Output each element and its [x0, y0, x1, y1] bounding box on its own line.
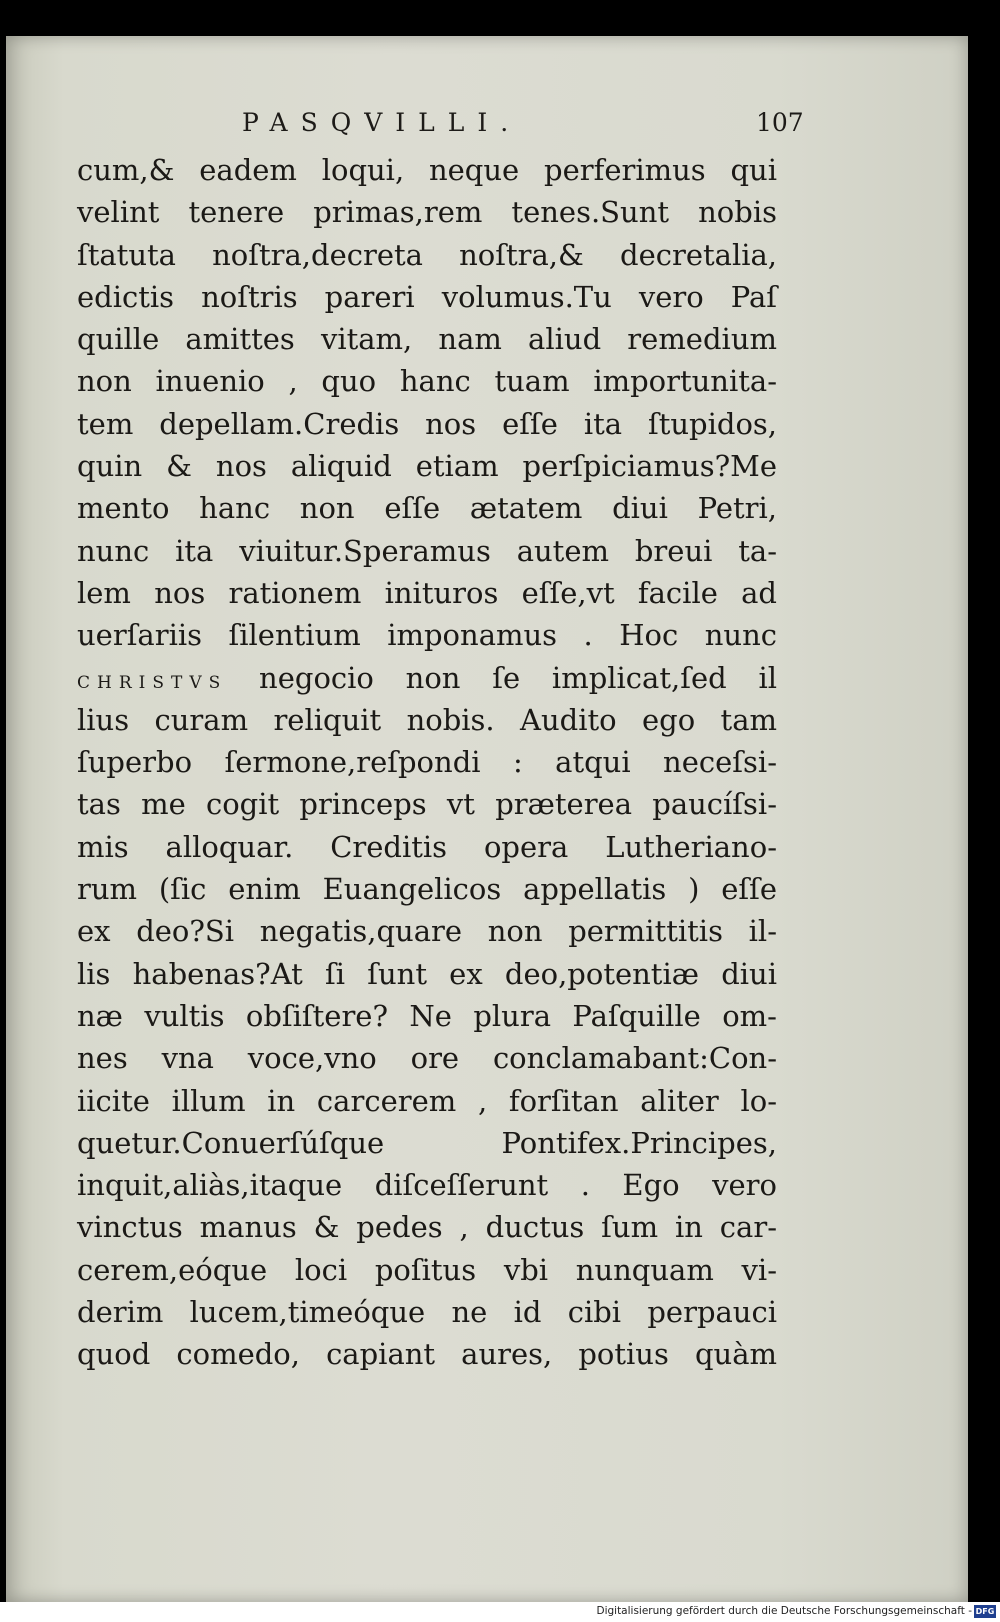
text-line: mento hanc non eſſe ætatem diui Petri,: [77, 491, 777, 526]
text-line: quetur.Conuerſúſque Pontifex.Principes,: [77, 1125, 777, 1160]
text-line: quille amittes vitam, nam aliud remedium: [77, 322, 777, 357]
text-line: ſtatuta noſtra,decreta noſtra,& decretalia,: [77, 237, 777, 272]
text-line: ſuperbo ſermone,reſpondi : atqui neceſsi-: [77, 745, 777, 780]
text-line: quin & nos aliquid etiam perſpiciamus?Me: [77, 449, 777, 484]
text-line: vinctus manus & pedes , ductus ſum in car-: [77, 1210, 777, 1245]
text-line: ex deo?Si negatis,quare non permittitis il-: [77, 914, 777, 949]
text-line: quod comedo, capiant aures, potius quàm: [77, 1337, 777, 1372]
text-line: mis alloquar. Creditis opera Lutheriano-: [77, 829, 777, 864]
book-page: [6, 36, 968, 1602]
text-line: cerem,eóque loci poſitus vbi nunquam vi-: [77, 1252, 777, 1287]
text-line: derim lucem,timeóque ne id cibi perpauci: [77, 1295, 777, 1330]
smallcaps-word: CHRISTVS: [77, 672, 228, 693]
running-title: PASQVILLI.: [242, 108, 522, 137]
text-line: lem nos rationem inituros eſſe,vt facile ad: [77, 575, 777, 610]
text-line: uerſariis ſilentium imponamus . Hoc nunc: [77, 618, 777, 653]
dfg-logo: DFG: [975, 1607, 995, 1616]
text-line: edictis noſtris pareri volumus.Tu vero Paſ: [77, 279, 777, 314]
page-number: 107: [756, 108, 804, 137]
text-line: non inuenio , quo hanc tuam importunita-: [77, 364, 777, 399]
body-text: [77, 149, 777, 1376]
text-line: inquit,aliàs,itaque diſceſſerunt . Ego vero: [77, 1168, 777, 1203]
page-header: [6, 108, 968, 148]
text-line: lis habenas?At ſi ſunt ex deo,potentiӕ diui: [77, 956, 777, 991]
text-line: nӕ vultis obſiſtere? Ne plura Paſquille om-: [77, 998, 777, 1033]
text-line-christvs: [77, 657, 777, 699]
text-line: cum,& eadem loqui, neque perferimus qui: [77, 153, 777, 187]
text-line: velint tenere primas,rem tenes.Sunt nobis: [77, 195, 777, 230]
text-line: iicite illum in carcerem , forſitan aliter lo-: [77, 1083, 777, 1118]
funding-credit: Digitalisierung gefördert durch die Deutsche Forschungsgemeinschaft -: [596, 1605, 972, 1617]
text-line: tem depellam.Credis nos eſſe ita ſtupidos,: [77, 406, 777, 441]
text-line: nes vna voce,vno ore conclamabant:Con-: [77, 1041, 777, 1076]
text-line: rum (ſic enim Euangelicos appellatis ) eſſe: [77, 872, 777, 907]
text-line-rest: negocio non ſe implicat,ſed il: [259, 660, 777, 695]
digitization-footer: [0, 1602, 1000, 1622]
text-line: lius curam reliquit nobis. Audito ego tam: [77, 702, 777, 737]
text-line: nunc ita viuitur.Speramus autem breui ta-: [77, 533, 777, 568]
text-line: tas me cogit princeps vt prӕterea paucíſsi-: [77, 787, 777, 822]
